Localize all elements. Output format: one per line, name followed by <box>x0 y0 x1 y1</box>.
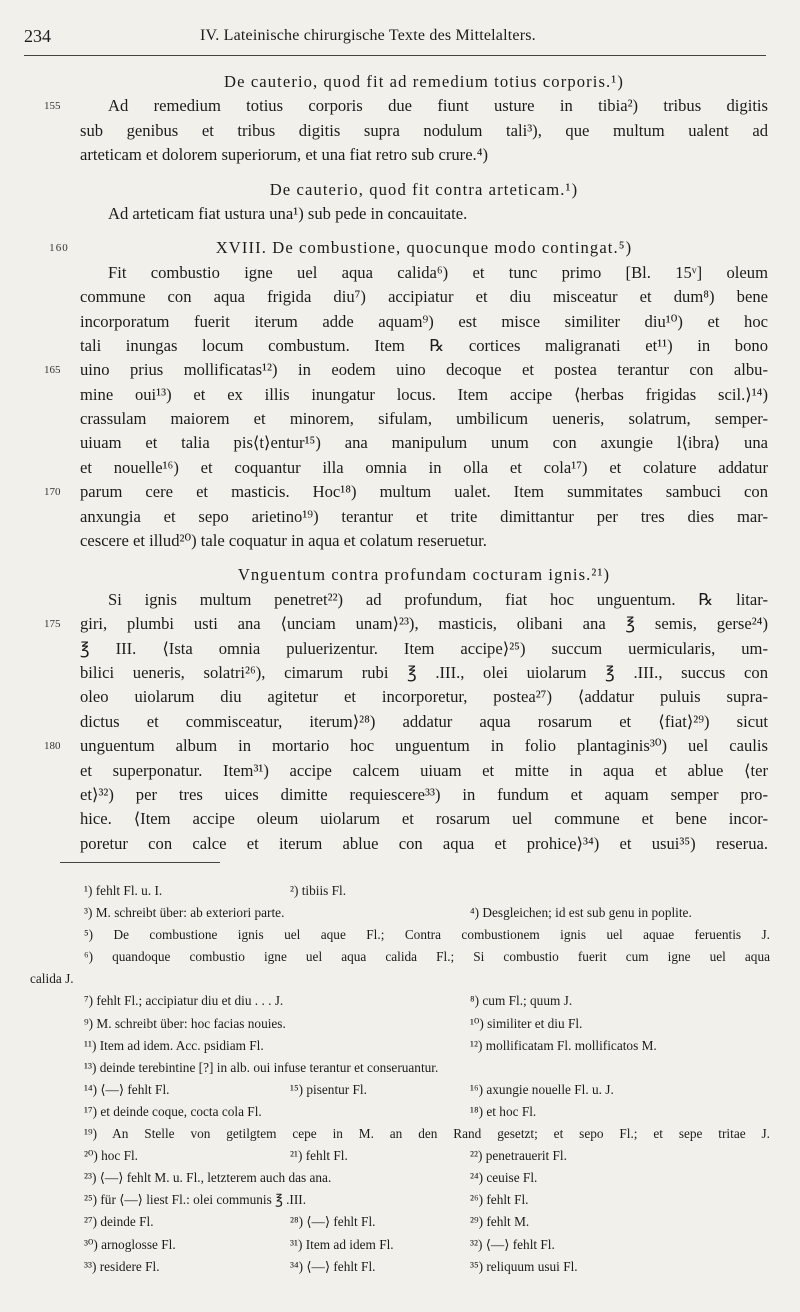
line-text: unguentum album in mortario hoc unguentum in folio plantaginis³⁰) uel caulis <box>80 736 768 756</box>
footnote: ³³) residere Fl. <box>84 1258 160 1274</box>
line-text: poretur con calce et iterum ablue con aqua et prohice⟩³⁴) et usui³⁵) reserua. <box>80 833 768 853</box>
text-line <box>80 285 768 309</box>
footnote: ³⁵) reliquum usui Fl. <box>470 1258 578 1274</box>
footnote-line <box>30 1079 770 1101</box>
footnote-line <box>30 1189 770 1211</box>
text-line <box>80 783 768 807</box>
footnote-line <box>30 1167 770 1189</box>
footnote: ³⁴) ⟨—⟩ fehlt Fl. <box>290 1258 376 1274</box>
main-text <box>44 70 768 856</box>
footnote: ⁶) quandoque combustio igne uel aqua calida Fl.; Si combustio fuerit cum igne uel aqua <box>84 949 770 965</box>
footnote-line <box>30 1256 770 1278</box>
footnote: ²⁷) deinde Fl. <box>84 1214 154 1230</box>
text-line <box>80 505 768 529</box>
line-text: anxungia et sepo arietino¹⁹) terantur et trite dimittantur per tres dies mar- <box>80 506 768 526</box>
text-line <box>80 759 768 783</box>
footnotes <box>30 880 770 1278</box>
footnote-line <box>30 924 770 946</box>
footnote-line <box>30 990 770 1012</box>
footnote: ¹⁶) axungie nouelle Fl. u. J. <box>470 1081 614 1097</box>
line-text: uino prius mollificatas¹²) in eodem uino decoque et postea terantur con albu- <box>80 360 768 380</box>
line-text: tali inungas locum combustum. Item ℞ cortices maligranati et¹¹) in bono <box>80 335 768 355</box>
line-text: De cauterio, quod fit ad remedium totius corporis.¹) <box>224 72 624 91</box>
line-text: sub genibus et tribus digitis supra nodulum tali³), que multum ualent ad <box>80 120 768 140</box>
footnote-line <box>30 1234 770 1256</box>
text-line <box>80 588 768 612</box>
line-text: oleo uiolarum diu agitetur et incorporetur, postea²⁷) ⟨addatur puluis supra- <box>80 687 768 707</box>
text-line <box>80 261 768 285</box>
line-text: mine oui¹³) et ex illis inungatur locus. Item accipe ⟨herbas frigidas scil.⟩¹⁴) <box>80 384 768 404</box>
line-text: et superponatur. Item³¹) accipe calcem uiuam et mitte in aqua et ablue ⟨ter <box>80 760 768 780</box>
footnote: ¹⁴) ⟨—⟩ fehlt Fl. <box>84 1081 170 1097</box>
footnote-line <box>30 1101 770 1123</box>
line-text: Ad arteticam fiat ustura una¹) sub pede in concauitate. <box>108 203 468 223</box>
line-text: Si ignis multum penetret²²) ad profundum, fiat hoc unguentum. ℞ litar- <box>108 589 768 609</box>
line-number: 175 <box>44 618 61 631</box>
line-text: et⟩³²) per tres uices dimitte requiescere³³) in fundum et aquam semper pro- <box>80 784 768 804</box>
footnote-rule <box>60 862 220 863</box>
section-heading <box>49 236 768 260</box>
line-number: 170 <box>44 486 61 499</box>
footnote-line <box>30 1123 770 1145</box>
text-line <box>44 734 768 758</box>
line-number: 180 <box>44 740 61 753</box>
line-text: ℥ III. ⟨Ista omnia puluerizentur. Item accipe⟩²⁵) succum uermicularis, um- <box>80 638 768 658</box>
footnote-line <box>30 946 770 968</box>
text-line <box>80 807 768 831</box>
footnote: ³) M. schreibt über: ab exteriori parte. <box>84 905 285 921</box>
footnote: ¹⁷) et deinde coque, cocta cola Fl. <box>84 1103 262 1119</box>
section-heading <box>80 563 768 587</box>
text-line <box>80 383 768 407</box>
footnote: ⁹) M. schreibt über: hoc facias nouies. <box>84 1015 286 1031</box>
text-line <box>80 685 768 709</box>
text-line <box>80 661 768 685</box>
text-line <box>44 612 768 636</box>
footnote: ²¹) fehlt Fl. <box>290 1148 348 1164</box>
footnote: ¹⁹) An Stelle von getilgtem cepe in M. an den Rand gesetzt; et sepo Fl.; et sepe tritae J. <box>84 1126 770 1142</box>
footnote: ²⁸) ⟨—⟩ fehlt Fl. <box>290 1214 376 1230</box>
header-rule <box>24 55 766 56</box>
line-text: crassulam maiorem et minorem, sifulam, umbilicum ueneris, solatrum, semper- <box>80 409 768 429</box>
footnote: ⁴) Desgleichen; id est sub genu in poplite. <box>470 905 692 921</box>
footnote: ³¹) Item ad idem Fl. <box>290 1236 394 1252</box>
footnote: ¹²) mollificatam Fl. mollificatos M. <box>470 1037 657 1053</box>
line-text: et nouelle¹⁶) et coquantur illa omnia in olla et cola¹⁷) et colature addatur <box>80 457 768 477</box>
footnote: ²⁶) fehlt Fl. <box>470 1192 529 1208</box>
text-line <box>80 431 768 455</box>
line-text: arteticam et dolorem superiorum, et una fiat retro sub crure.⁴) <box>80 145 489 165</box>
line-text: uiuam et talia pis⟨t⟩entur¹⁵) ana manipulum unum con axungie l⟨ibra⟩ una <box>80 433 768 453</box>
footnote-line <box>30 1013 770 1035</box>
footnote: ⁷) fehlt Fl.; accipiatur diu et diu . . . J. <box>84 993 284 1009</box>
footnote: ¹⁰) similiter et diu Fl. <box>470 1015 583 1031</box>
text-line <box>80 334 768 358</box>
text-line <box>44 480 768 504</box>
line-number: 160 <box>49 242 69 255</box>
line-text: XVIII. De combustione, quocunque modo contingat.⁵) <box>215 238 633 258</box>
text-line <box>80 456 768 480</box>
footnote: ¹⁵) pisentur Fl. <box>290 1081 367 1097</box>
footnote: ¹¹) Item ad idem. Acc. psidiam Fl. <box>84 1037 264 1053</box>
line-text: dictus et commisceatur, iterum⟩²⁸) addatur aqua rosarum et ⟨fiat⟩²⁹) sicut <box>80 711 768 731</box>
footnote-line <box>30 902 770 924</box>
footnote-line <box>30 1145 770 1167</box>
line-text: hice. ⟨Item accipe oleum uiolarum et rosarum uel commune et bene incor- <box>80 809 768 829</box>
page-header <box>24 24 766 54</box>
footnote: ⁵) De combustione ignis uel aque Fl.; Contra combustionem ignis uel aquae feruentis J. <box>84 927 770 943</box>
footnote: ³⁰) arnoglosse Fl. <box>84 1236 176 1252</box>
line-text: cescere et illud²⁰) tale coquatur in aqua et colatum reseruetur. <box>80 531 487 551</box>
footnote: calida J. <box>30 971 74 987</box>
text-line <box>44 94 768 118</box>
footnote: ²⁰) hoc Fl. <box>84 1148 139 1164</box>
line-text: De cauterio, quod fit contra arteticam.¹) <box>269 179 579 199</box>
text-line <box>80 710 768 734</box>
footnote: ⁸) cum Fl.; quum J. <box>470 993 573 1009</box>
footnote: ²⁵) für ⟨—⟩ liest Fl.: olei communis ℥ .III. <box>84 1192 307 1208</box>
footnote: ¹³) deinde terebintine [?] in alb. oui infuse terantur et conseruantur. <box>84 1059 439 1075</box>
line-text: Ad remedium totius corporis due fiunt usture in tibia²) tribus digitis <box>108 96 768 116</box>
line-number: 155 <box>44 100 61 113</box>
footnote-line <box>30 968 770 990</box>
footnote: ³²) ⟨—⟩ fehlt Fl. <box>470 1236 555 1252</box>
text-line <box>80 143 768 167</box>
text-line <box>80 529 768 553</box>
section-heading <box>80 70 768 94</box>
page-number: 234 <box>24 26 51 46</box>
text-line <box>80 407 768 431</box>
section-heading <box>80 178 768 202</box>
text-line <box>80 637 768 661</box>
footnote-line <box>30 1035 770 1057</box>
line-text: parum cere et masticis. Hoc¹⁸) multum ualet. Item summitates sambuci con <box>80 482 768 502</box>
footnote-line <box>30 880 770 902</box>
line-text: bilici ueneris, solatri²⁶), cimarum rubi ℥ .III., olei uiolarum ℥ .III., succus con <box>80 662 768 682</box>
line-text: incorporatum fuerit iterum adde aquam⁹) est misce similiter diu¹⁰) et hoc <box>80 311 768 331</box>
text-line <box>80 832 768 856</box>
line-text: commune con aqua frigida diu⁷) accipiatur et diu misceatur et dum⁸) bene <box>80 287 768 307</box>
footnote: ²³) ⟨—⟩ fehlt M. u. Fl., letzterem auch das ana. <box>84 1170 332 1186</box>
line-text: Vnguentum contra profundam cocturam ignis.²¹) <box>237 565 611 585</box>
footnote-line <box>30 1057 770 1079</box>
footnote-line <box>30 1211 770 1233</box>
footnote: ¹⁸) et hoc Fl. <box>470 1103 537 1119</box>
text-line <box>80 202 768 226</box>
text-line <box>80 119 768 143</box>
text-line <box>44 358 768 382</box>
footnote: ²) tibiis Fl. <box>290 883 347 898</box>
footnote: ²⁹) fehlt M. <box>470 1214 530 1230</box>
line-text: Fit combustio igne uel aqua calida⁶) et tunc primo [Bl. 15ᵛ] oleum <box>108 262 768 282</box>
line-number: 165 <box>44 364 61 377</box>
text-line <box>80 310 768 334</box>
footnote: ²²) penetrauerit Fl. <box>470 1148 567 1164</box>
running-title: IV. Lateinische chirurgische Texte des Mittelalters. <box>200 27 536 44</box>
line-text: giri, plumbi usti ana ⟨unciam unam⟩²³), masticis, olibani ana ℥ semis, gerse²⁴) <box>80 614 768 634</box>
footnote: ¹) fehlt Fl. u. I. <box>84 883 163 898</box>
footnote: ²⁴) ceuise Fl. <box>470 1170 538 1186</box>
